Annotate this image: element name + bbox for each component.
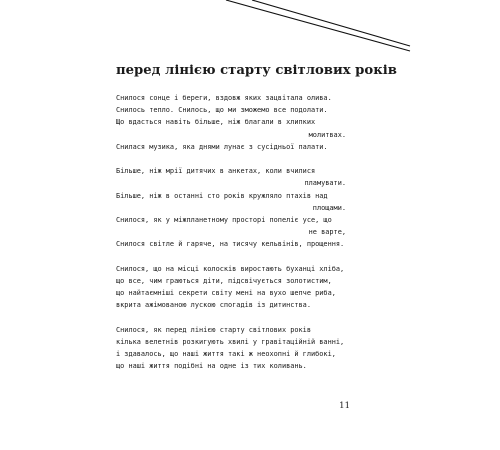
poem-line: Більше, ніж мрії дитячих в анкетах, коли вчилися	[116, 167, 316, 176]
poem-line: Снилося світле й гаряче, на тисячу кельвінів, прощення.	[116, 240, 345, 249]
poem-line-continuation: не варте,	[308, 228, 346, 237]
poem-line: і здавалось, що наші життя такі ж неохопні й глибокі,	[116, 349, 336, 358]
poem-line: що все, чим граються діти, підсвічується золотистим,	[116, 276, 332, 285]
poem-line: Снилося, як перед лінією старту світлових років	[116, 325, 311, 334]
poem-line: Снилося сонце і береги, вздовж яких зацвітала олива.	[116, 94, 332, 102]
stanza-gap	[116, 153, 346, 165]
poem-line: Снилось тепло. Снилось, що ми зможемо все подолати.	[116, 106, 328, 115]
decorative-line-2	[252, 0, 410, 46]
poem-body	[116, 92, 346, 372]
poem-line: що найтаємніші секрети світу мені на вухо шепче риба,	[116, 289, 336, 297]
stanza-2	[116, 165, 346, 250]
poem-title: перед лінією старту світлових років	[116, 63, 397, 78]
poem-line: Снилося, як у міжпланетному просторі попеліє усе, що	[116, 215, 332, 224]
stanza-1	[116, 92, 346, 153]
poem-line: Снилася музика, яка днями лунає з сусідньої палати.	[116, 142, 328, 151]
poem-line: що наші життя подібні на одне із тих коливань.	[116, 362, 307, 371]
page-number: 11	[339, 401, 350, 411]
poem-line: Що вдасться навіть більше, ніж благали в хлипких	[116, 118, 316, 127]
poem-line-continuation: площами.	[312, 203, 346, 212]
poem-line-continuation: пламувати.	[304, 179, 346, 188]
stanza-gap	[116, 250, 346, 262]
poem-line: Більше, ніж в останні сто років кружляло птахів над	[116, 191, 328, 200]
poem-line: Снилося, що на місці колосків виростають буханці хліба,	[116, 264, 345, 273]
decorative-line-1	[226, 0, 410, 51]
poem-line: вкрита ажімованою лускою спогадів із дитинства.	[116, 301, 311, 310]
stanza-4	[116, 324, 346, 373]
poem-line: кілька велетнів розкигують хвилі у гравітаційній ванні,	[116, 337, 345, 346]
poem-line-continuation: молитвах.	[308, 130, 346, 139]
stanza-gap	[116, 311, 346, 323]
stanza-3	[116, 263, 346, 312]
